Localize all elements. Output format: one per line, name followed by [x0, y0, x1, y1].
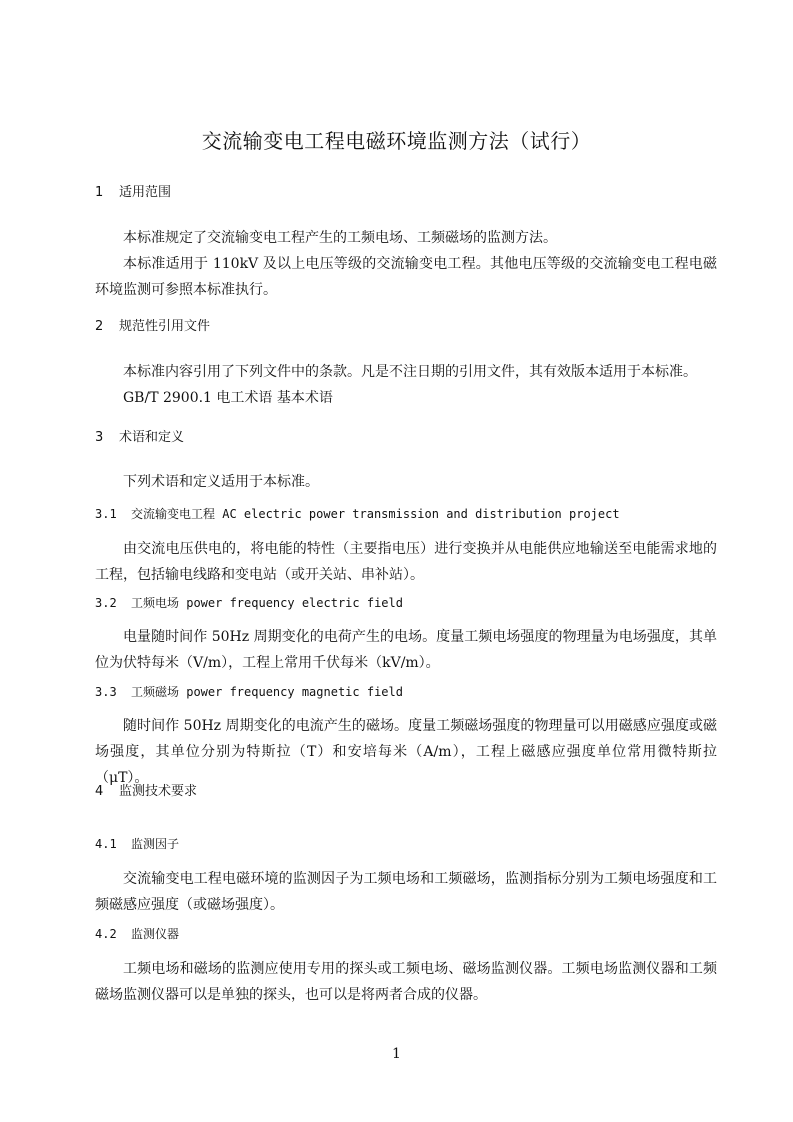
subsection-title: 工频电场 power frequency electric field [131, 596, 403, 610]
section-heading-2 [95, 318, 210, 336]
subsection-number: 4.1 [95, 837, 117, 851]
subsection-heading-3-1 [95, 505, 620, 523]
subsection-heading-4-1 [95, 835, 179, 853]
section-title: 适用范围 [119, 185, 172, 200]
section-heading-4 [95, 783, 197, 801]
subsection-number: 3.2 [95, 596, 117, 610]
section-title: 监测技术要求 [119, 784, 198, 799]
subsection-number: 3.3 [95, 685, 117, 699]
paragraph: 由交流电压供电的，将电能的特性（主要指电压）进行变换并从电能供应地输送至电能需求地的工程，包括输电线路和变电站（或开关站、串补站）。 [95, 541, 717, 583]
paragraph: 本标准内容引用了下列文件中的条款。凡是不注日期的引用文件，其有效版本适用于本标准。 [123, 364, 697, 380]
subsection-heading-3-3 [95, 683, 403, 701]
paragraph: 工频电场和磁场的监测应使用专用的探头或工频电场、磁场监测仪器。工频电场监测仪器和工频磁场监测仪器可以是单独的探头，也可以是将两者合成的仪器。 [95, 961, 717, 1003]
paragraph: 本标准适用于 110kV 及以上电压等级的交流输变电工程。其他电压等级的交流输变电工程电磁环境监测可参照本标准执行。 [95, 256, 717, 298]
section-number: 1 [95, 185, 104, 200]
section-number: 4 [95, 784, 104, 799]
subsection-heading-3-2 [95, 594, 403, 612]
subsection-title: 监测因子 [131, 837, 180, 851]
section-number: 3 [95, 430, 104, 445]
subsection-title: 工频磁场 power frequency magnetic field [131, 685, 403, 699]
reference-item: GB/T 2900.1 电工术语 基本术语 [123, 390, 333, 406]
paragraph: 交流输变电工程电磁环境的监测因子为工频电场和工频磁场，监测指标分别为工频电场强度和工频磁感应强度（或磁场强度）。 [95, 871, 717, 913]
paragraph: 电量随时间作 50Hz 周期变化的电荷产生的电场。度量工频电场强度的物理量为电场强度，其单位为伏特每米（V/m），工程上常用千伏每米（kV/m）。 [95, 629, 717, 671]
section-heading-1 [95, 184, 171, 202]
subsection-title: 监测仪器 [131, 927, 180, 941]
page-number: 1 [392, 1046, 401, 1062]
paragraph: 本标准规定了交流输变电工程产生的工频电场、工频磁场的监测方法。 [123, 230, 557, 246]
subsection-heading-4-2 [95, 925, 179, 943]
subsection-number: 3.1 [95, 507, 117, 521]
section-number: 2 [95, 319, 104, 334]
section-heading-3 [95, 429, 184, 447]
paragraph: 随时间作 50Hz 周期变化的电流产生的磁场。度量工频磁场强度的物理量可以用磁感应强度或磁场强度，其单位分别为特斯拉（T）和安培每米（A/m），工程上磁感应强度单位常用微特斯拉（μT）。 [95, 718, 717, 786]
section-title: 术语和定义 [119, 430, 185, 445]
subsection-number: 4.2 [95, 927, 117, 941]
section-title: 规范性引用文件 [119, 319, 211, 334]
document-title: 交流输变电工程电磁环境监测方法（试行） [201, 129, 592, 153]
subsection-title: 交流输变电工程 AC electric power transmission and distribution project [131, 507, 620, 521]
paragraph: 下列术语和定义适用于本标准。 [123, 474, 319, 490]
